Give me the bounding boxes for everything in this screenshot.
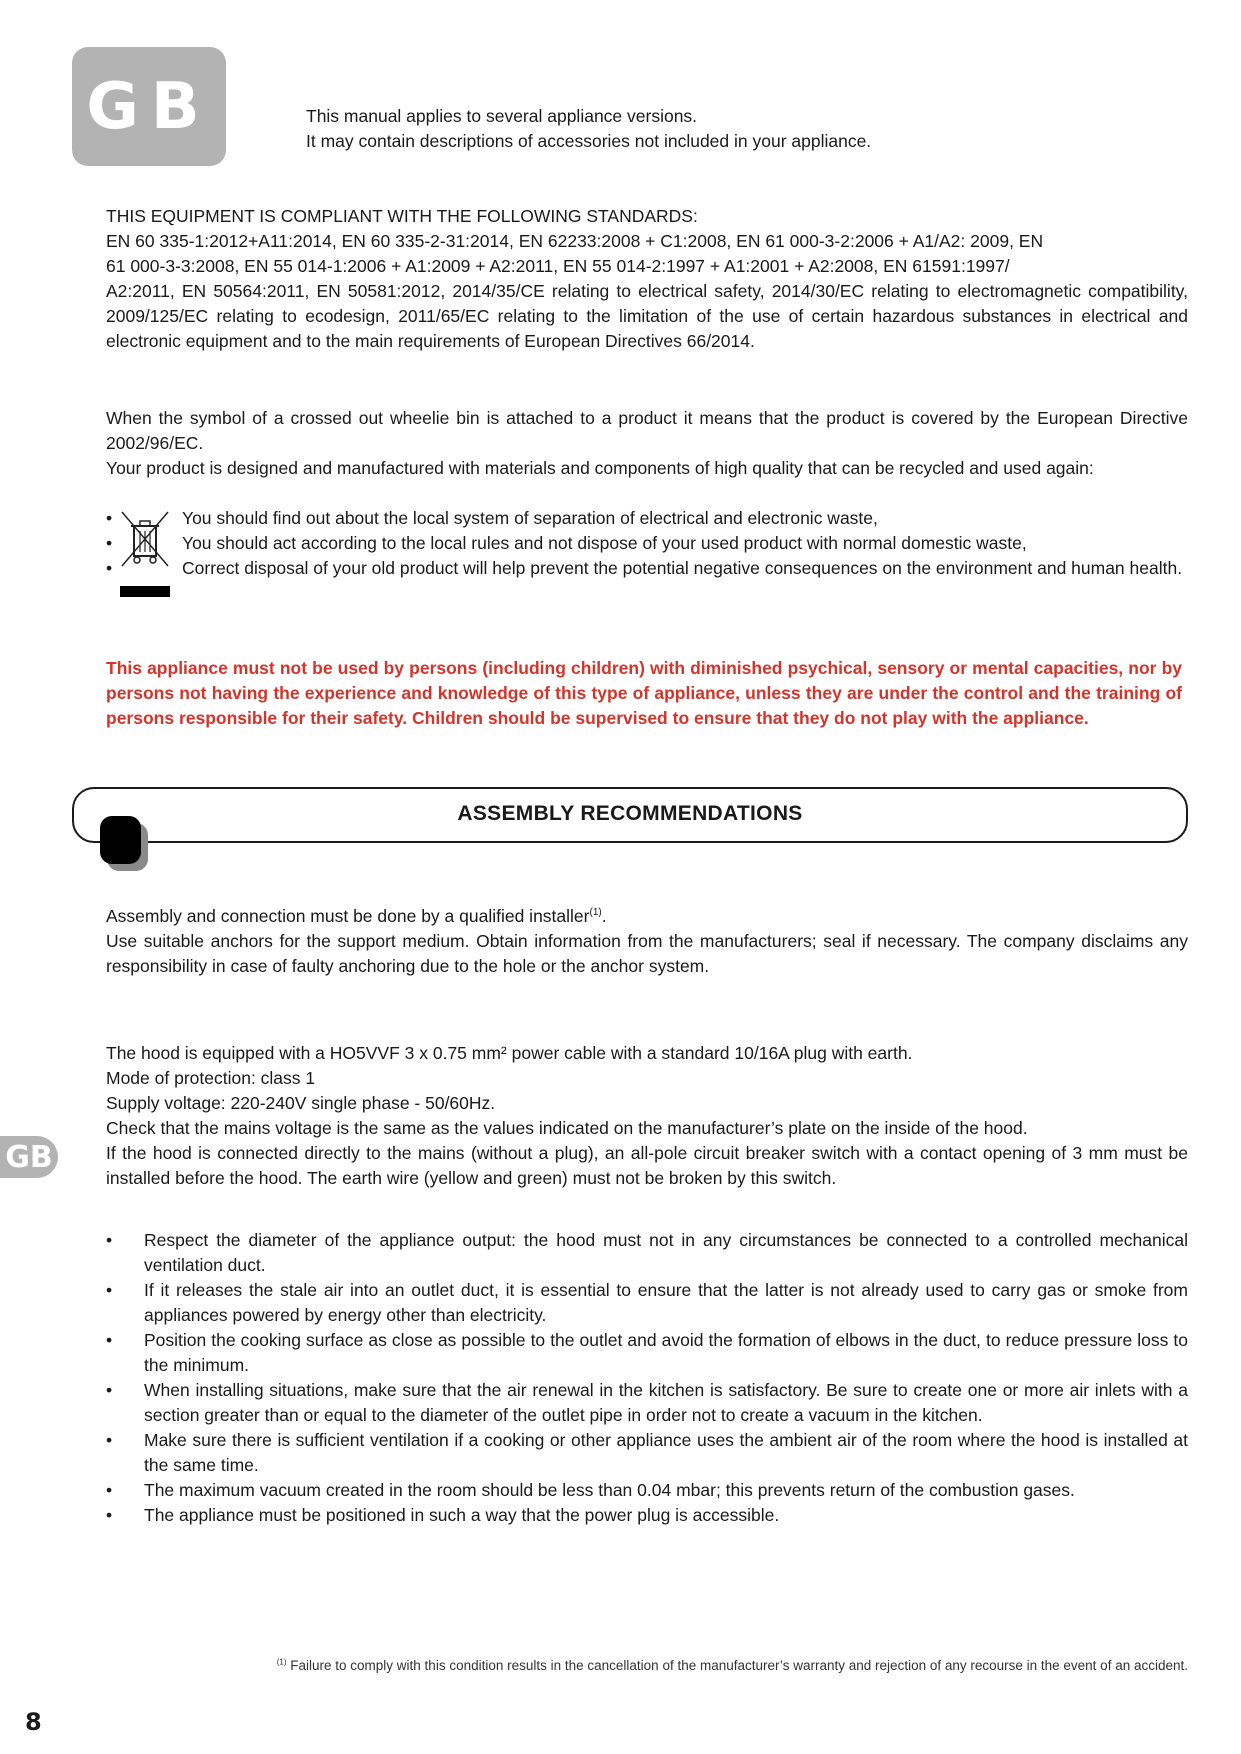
bullet-text: You should find out about the local system of separation of electrical and electronic waste, [182,508,878,528]
intro-line: This manual applies to several appliance versions. [306,106,698,126]
bullet: • [106,1505,113,1525]
list-item [106,506,1188,531]
bullet-text: Correct disposal of your old product will help prevent the potential negative consequences on the environment and human health. [182,558,1183,578]
electrical-line: Mode of protection: class 1 [106,1068,316,1088]
electrical-line: If the hood is connected directly to the mains (without a plug), an all-pole circuit breaker switch with a contact opening of 3 mm must be installed before the hood. The earth wire (yellow and green) must not be broken by this switch. [106,1143,1188,1188]
standards-line: EN 60 335-1:2012+A11:2014, EN 60 335-2-31:2014, EN 62233:2008 + C1:2008, EN 61 000-3-2:2006 + A1/A2: 2009, EN [106,231,1044,251]
weee-paragraph: Your product is designed and manufactured with materials and components of high quality that can be recycled and used again: [106,458,1094,478]
list-item [106,1228,1188,1278]
list-item-text: When installing situations, make sure that the air renewal in the kitchen is satisfactory. Be sure to create one or more air inlets with a section greater than or equal to the diameter of the outlet pipe in order not to create a vacuum in the kitchen. [144,1380,1188,1425]
electrical-block [106,1041,1188,1191]
standards-heading: THIS EQUIPMENT IS COMPLIANT WITH THE FOLLOWING STANDARDS: [106,206,698,226]
intro-text [306,104,871,154]
section-title: ASSEMBLY RECOMMENDATIONS [457,802,803,825]
safety-warning: This appliance must not be used by persons (including children) with diminished psychical, sensory or mental capacities, nor by persons not having the experience and knowledge of this type of appliance, unless they are under the control and the training of persons responsible for their safety. Children should be supervised to ensure that they do not play with the appliance. [106,658,1182,728]
assembly-text: Assembly and connection must be done by a qualified installer [106,906,590,926]
bullet-text: You should act according to the local rules and not dispose of your used product with normal domestic waste, [182,533,1027,553]
list-item-text: The maximum vacuum created in the room should be less than 0.04 mbar; this prevents return of the combustion gases. [144,1480,1075,1500]
list-item [106,1328,1188,1378]
list-item [106,1478,1188,1503]
footnote [277,1658,1188,1673]
bullet: • [106,1480,113,1500]
list-item [106,1503,1188,1528]
bullet: • [106,508,113,528]
weee-bullets [106,506,1188,581]
crossed-bin-icon [120,506,170,602]
bullet: • [106,558,113,578]
list-item [106,531,1188,556]
list-item-text: Respect the diameter of the appliance output: the hood must not in any circumstances be connected to a controlled mechanical ventilation duct. [144,1230,1188,1275]
assembly-text-end: . [601,906,607,926]
standards-text: A2:2011, EN 50564:2011, EN 50581:2012, 2014/35/CE relating to electrical safety, 2014/30/EC relating to electromagnetic compatibility, 2009/125/EC relating to ecodesign, 2011/65/EC relating to the limitation of the use of certain hazardous substances in electrical and electronic equipment and to the main requirements of European Directives 66/2014. [106,281,1188,351]
list-item [106,556,1188,581]
list-item [106,1278,1188,1328]
electrical-line: The hood is equipped with a HO5VVF 3 x 0.75 mm² power cable with a standard 10/16A plug with earth. [106,1043,913,1063]
bullet: • [106,1230,113,1250]
footnote-text: Failure to comply with this condition results in the cancellation of the manufacturer’s warranty and rejection of any recourse in the event of an accident. [290,1658,1188,1673]
bullet: • [106,1430,113,1450]
list-item [106,1428,1188,1478]
electrical-line: Supply voltage: 220-240V single phase - 50/60Hz. [106,1093,496,1113]
bullet: • [106,1330,113,1350]
footnote-marker: (1) [276,1657,287,1667]
assembly-paragraph: Use suitable anchors for the support medium. Obtain information from the manufacturers; seal if necessary. The company disclaims any responsibility in case of faulty anchoring due to the hole or the anchor system. [106,931,1188,976]
standards-line: 61 000-3-3:2008, EN 55 014-1:2006 + A1:2009 + A2:2011, EN 55 014-2:1997 + A1:2001 + A2:2008, EN 61591:1997/ [106,256,1010,276]
weee-paragraph: When the symbol of a crossed out wheelie bin is attached to a product it means that the product is covered by the European Directive 2002/96/EC. [106,408,1188,453]
intro-line: It may contain descriptions of accessories not included in your appliance. [306,131,872,151]
language-badge: GB [72,47,226,166]
section-header [72,787,1188,843]
bullet: • [106,1380,113,1400]
side-language-tab: GB [0,1136,58,1178]
standards-block [106,204,1188,354]
electrical-line: Check that the mains voltage is the same as the values indicated on the manufacturer’s plate on the inside of the hood. [106,1118,1028,1138]
page-number: 8 [25,1708,42,1736]
bullet: • [106,533,113,553]
header-marker [100,816,141,864]
footnote-ref: (1) [589,907,602,919]
list-item-text: Make sure there is sufficient ventilation if a cooking or other appliance uses the ambient air of the room where the hood is installed at the same time. [144,1430,1188,1475]
list-item-text: The appliance must be positioned in such a way that the power plug is accessible. [144,1505,780,1525]
list-item [106,1378,1188,1428]
list-item-text: If it releases the stale air into an outlet duct, it is essential to ensure that the latter is not already used to carry gas or smoke from appliances powered by energy other than electricity. [144,1280,1188,1325]
recommendations-list [106,1228,1188,1528]
assembly-line [106,904,1188,929]
list-item-text: Position the cooking surface as close as possible to the outlet and avoid the formation of elbows in the duct, to reduce pressure loss to the minimum. [144,1330,1188,1375]
weee-block [106,406,1188,481]
bullet: • [106,1280,113,1300]
assembly-block [106,904,1188,979]
